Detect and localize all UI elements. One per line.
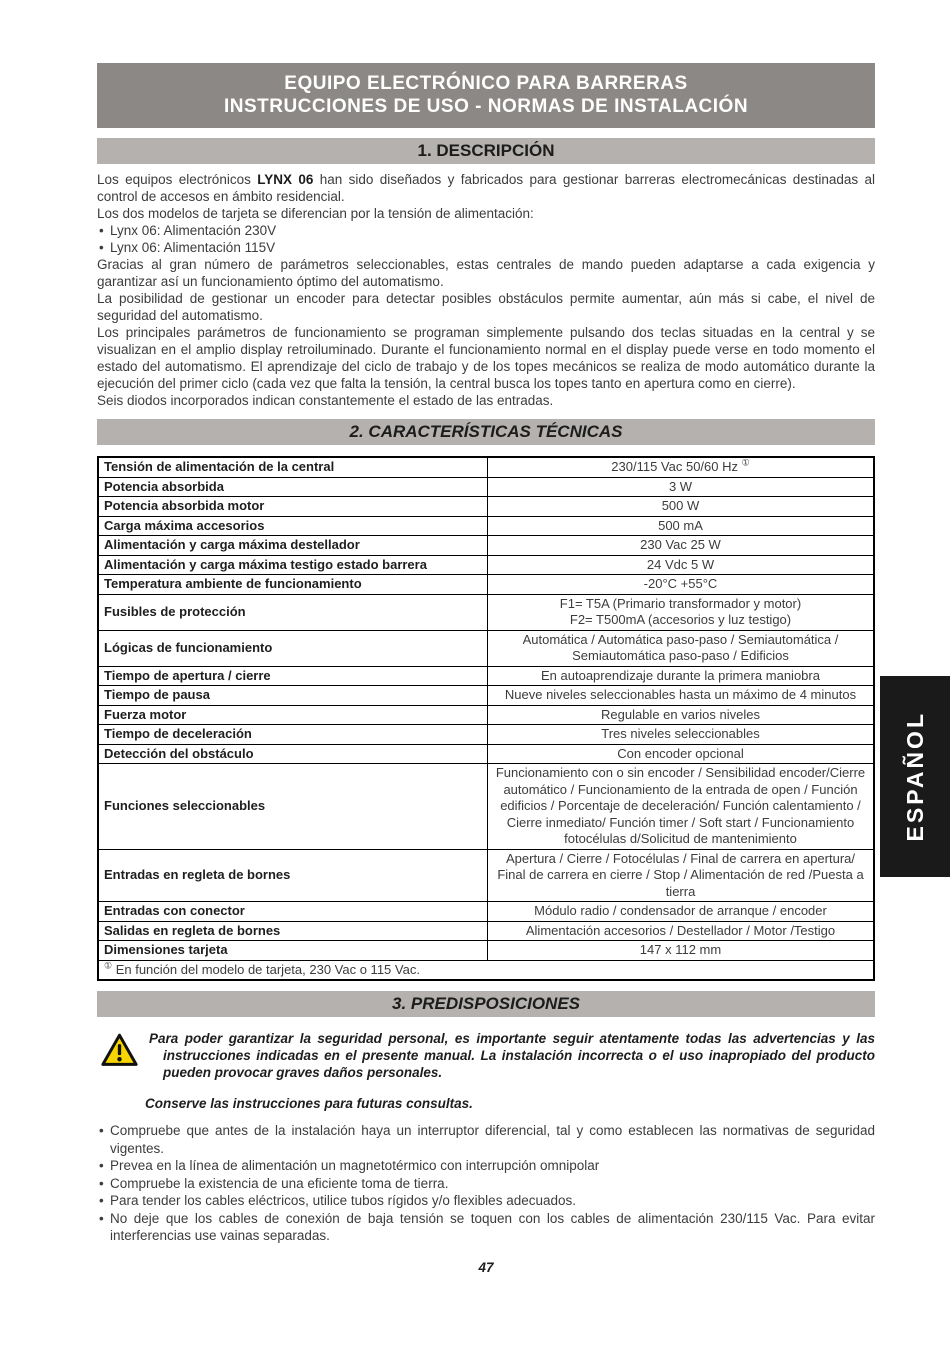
- list-item: • Compruebe la existencia de una eficiente toma de tierra.: [97, 1175, 875, 1193]
- row-value: Apertura / Cierre / Fotocélulas / Final de carrera en apertura/ Final de carrera en cierre / Stop / Alimentación de red /Puesta a tierra: [488, 849, 875, 902]
- model-bullet-115v: • Lynx 06: Alimentación 115V: [97, 239, 875, 256]
- fuse-line-2: F2= T500mA (accesorios y luz testigo): [569, 612, 792, 627]
- description-paragraph-5: Los principales parámetros de funcionamiento se programan simplemente pulsando dos teclas situadas en la central y se visualizan en el amplio display retroiluminado. Durante el funcionamiento normal en el display puede verse en todo momento el estado del automatismo. El aprendizaje del ciclo de trabajo y de los topes mecánicos se realiza de modo automático durante la ejecución del primer ciclo (cada vez que falta la tensión, la central busca los topes tanto en apertura como en cierre).: [97, 325, 875, 391]
- description-paragraph-3: Gracias al gran número de parámetros seleccionables, estas centrales de mando pueden adaptarse a cada exigencia y garantizar así un funcionamiento óptimo del automatismo.: [97, 257, 875, 289]
- list-item: • No deje que los cables de conexión de baja tensión se toquen con los cables de alimentación 230/115 Vac. Para evitar interferencias use vainas separadas.: [97, 1210, 875, 1245]
- table-row: [98, 686, 874, 706]
- row-value: Funcionamiento con o sin encoder / Sensibilidad encoder/Cierre automático / Funcionamiento de la entrada de open / Función edificios / Porcentaje de deceleración/ Función calentamiento / Cierre inmediato/ Función timer / Soft start / Funcionamiento fotocélulas d/Solicitud de mantenimiento: [488, 764, 875, 850]
- row-label: Entradas en regleta de bornes: [98, 849, 488, 902]
- fuse-line-1: F1= T5A (Primario transformador y motor): [559, 595, 802, 611]
- row-value: Tres niveles seleccionables: [488, 725, 875, 745]
- row-value-text: 230/115 Vac 50/60 Hz: [611, 459, 742, 474]
- row-label: Tiempo de apertura / cierre: [98, 666, 488, 686]
- warning-icon: [97, 1030, 149, 1081]
- table-row: [98, 921, 874, 941]
- page-number: 47: [478, 1259, 494, 1275]
- row-value: Nueve niveles seleccionables hasta un máximo de 4 minutos: [488, 686, 875, 706]
- row-label: Alimentación y carga máxima testigo estado barrera: [98, 555, 488, 575]
- footnote-mark: ①: [104, 960, 113, 971]
- row-value: [488, 594, 875, 630]
- description-paragraph-4: La posibilidad de gestionar un encoder para detectar posibles obstáculos permite aumentar, aún más si cabe, el nivel de seguridad del automatismo.: [97, 291, 875, 323]
- section-title-caracteristicas: 2. CARACTERÍSTICAS TÉCNICAS: [97, 419, 875, 445]
- description-p1-post: han sido diseñados y fabricados para gestionar barreras electromecánicas destinadas al control de accesos en ámbito residencial.: [97, 172, 875, 204]
- table-row: [98, 477, 874, 497]
- table-row: [98, 849, 874, 902]
- table-row: [98, 744, 874, 764]
- row-label: Salidas en regleta de bornes: [98, 921, 488, 941]
- keep-instructions-note: Conserve las instrucciones para futuras consultas.: [145, 1096, 473, 1111]
- row-label: Carga máxima accesorios: [98, 516, 488, 536]
- row-label: Detección del obstáculo: [98, 744, 488, 764]
- predisposiciones-list: [97, 1122, 875, 1245]
- description-paragraph-6: Seis diodos incorporados indican constantemente el estado de las entradas.: [97, 393, 554, 408]
- header-title-line2: INSTRUCCIONES DE USO - NORMAS DE INSTALACIÓN: [223, 96, 749, 117]
- table-row: [98, 764, 874, 850]
- table-row: [98, 725, 874, 745]
- row-value: En autoaprendizaje durante la primera maniobra: [488, 666, 875, 686]
- row-value: Automática / Automática paso-paso / Semiautomática / Semiautomática paso-paso / Edificios: [488, 630, 875, 666]
- header-title-line1: EQUIPO ELECTRÓNICO PARA BARRERAS: [284, 73, 688, 94]
- row-label: Tiempo de pausa: [98, 686, 488, 706]
- table-footnote: [98, 960, 874, 980]
- row-label: Temperatura ambiente de funcionamiento: [98, 575, 488, 595]
- row-label: Alimentación y carga máxima destellador: [98, 536, 488, 556]
- technical-characteristics-table: [97, 456, 875, 981]
- row-label: Tiempo de deceleración: [98, 725, 488, 745]
- table-row: [98, 497, 874, 517]
- row-label: Funciones seleccionables: [98, 764, 488, 850]
- row-label: Fusibles de protección: [98, 594, 488, 630]
- table-row: [98, 516, 874, 536]
- table-row: [98, 457, 874, 477]
- table-row: [98, 555, 874, 575]
- row-value: 500 W: [488, 497, 875, 517]
- description-p1-pre: Los equipos electrónicos: [97, 172, 258, 187]
- footnote-text: En función del modelo de tarjeta, 230 Vac o 115 Vac.: [112, 961, 420, 977]
- language-tab-espanol: [880, 676, 950, 877]
- table-row: [98, 941, 874, 961]
- row-value: Regulable en varios niveles: [488, 705, 875, 725]
- row-value: Alimentación accesorios / Destellador / Motor /Testigo: [488, 921, 875, 941]
- table-row: [98, 705, 874, 725]
- row-label: Fuerza motor: [98, 705, 488, 725]
- section-title-predisposiciones: 3. PREDISPOSICIONES: [97, 991, 875, 1017]
- model-bullet-230v: • Lynx 06: Alimentación 230V: [97, 222, 875, 239]
- row-value: 230 Vac 25 W: [488, 536, 875, 556]
- row-label: Potencia absorbida motor: [98, 497, 488, 517]
- row-value: [488, 457, 875, 477]
- warning-text: Para poder garantizar la seguridad personal, es importante seguir atentamente todas las advertencias y las instrucciones indicadas en el presente manual. La instalación incorrecta o el uso inapropiado del producto pueden provocar graves daños personales.: [149, 1031, 875, 1080]
- row-value: 24 Vdc 5 W: [488, 555, 875, 575]
- row-value: Módulo radio / condensador de arranque / encoder: [488, 902, 875, 922]
- description-paragraph-1: [97, 171, 875, 205]
- product-name: LYNX 06: [257, 172, 314, 187]
- description-paragraph-2: Los dos modelos de tarjeta se diferencian por la tensión de alimentación:: [97, 206, 534, 221]
- document-header: [97, 63, 875, 128]
- section-title-descripcion: 1. DESCRIPCIÓN: [97, 138, 875, 164]
- row-value: 3 W: [488, 477, 875, 497]
- table-footnote-row: [98, 960, 874, 980]
- row-label: Dimensiones tarjeta: [98, 941, 488, 961]
- table-row: [98, 575, 874, 595]
- footnote-mark: ①: [741, 457, 750, 468]
- table-row: [98, 666, 874, 686]
- page-content: [97, 0, 875, 1275]
- row-label: Lógicas de funcionamiento: [98, 630, 488, 666]
- table-row: [98, 902, 874, 922]
- row-value: Con encoder opcional: [488, 744, 875, 764]
- row-label: Tensión de alimentación de la central: [98, 457, 488, 477]
- table-row: [98, 536, 874, 556]
- row-label: Potencia absorbida: [98, 477, 488, 497]
- warning-triangle-icon: [101, 1033, 138, 1067]
- row-value: 147 x 112 mm: [488, 941, 875, 961]
- row-label: Entradas con conector: [98, 902, 488, 922]
- language-tab-label: ESPAÑOL: [901, 711, 928, 842]
- safety-warning-block: [97, 1030, 875, 1081]
- description-section: [97, 171, 875, 409]
- row-value: 500 mA: [488, 516, 875, 536]
- table-row: [98, 594, 874, 630]
- list-item: • Compruebe que antes de la instalación haya un interruptor diferencial, tal y como establecen las normativas de seguridad vigentes.: [97, 1122, 875, 1157]
- table-row: [98, 630, 874, 666]
- list-item: • Para tender los cables eléctricos, utilice tubos rígidos y/o flexibles adecuados.: [97, 1192, 875, 1210]
- list-item: • Prevea en la línea de alimentación un magnetotérmico con interrupción omnipolar: [97, 1157, 875, 1175]
- row-value: -20°C +55°C: [488, 575, 875, 595]
